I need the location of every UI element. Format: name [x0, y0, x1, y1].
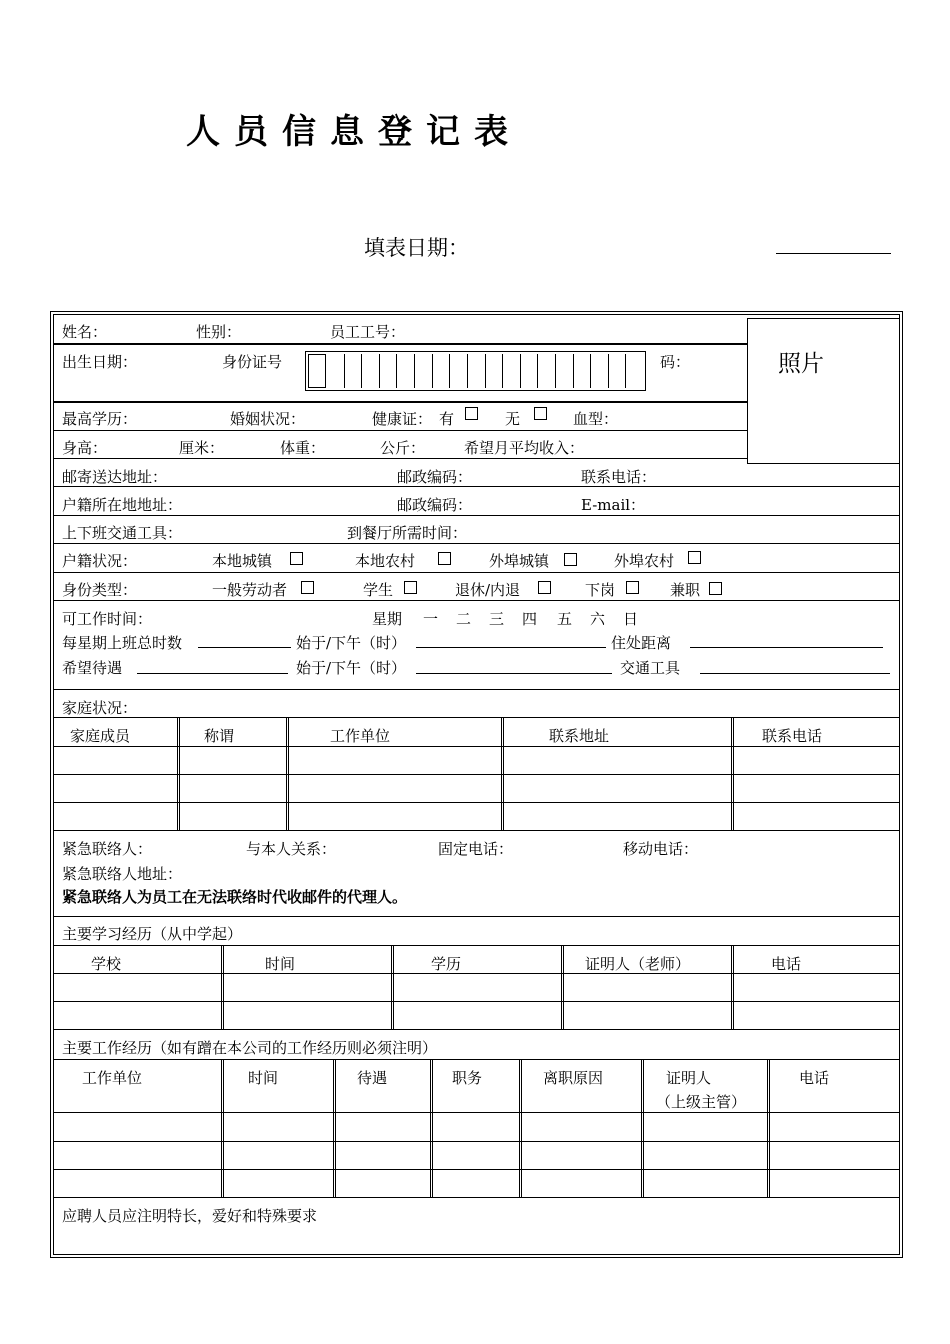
- household-address-label: 户籍所在地地址：: [62, 496, 183, 514]
- distance-field[interactable]: [690, 647, 883, 648]
- work-column-divider: [767, 1059, 768, 1197]
- study-column-divider: [393, 945, 394, 1029]
- id-number-input[interactable]: [305, 351, 646, 391]
- id-digit-divider: [573, 354, 574, 388]
- row-divider: [53, 1001, 900, 1002]
- work-column-divider: [223, 1059, 224, 1197]
- health-cert-label: 健康证：: [372, 410, 433, 428]
- family-header-phone: 联系电话: [762, 727, 823, 745]
- fill-date-label: 填表日期：: [364, 236, 469, 260]
- general-worker-label: 一般劳动者: [212, 581, 288, 599]
- study-column-divider: [221, 945, 222, 1029]
- work-column-divider: [643, 1059, 644, 1197]
- row-divider: [53, 774, 900, 775]
- identity-type-label: 身份类型：: [62, 581, 138, 599]
- study-column-divider: [561, 945, 562, 1029]
- start-time-field-2[interactable]: [416, 673, 612, 674]
- study-header-degree: 学历: [431, 955, 462, 973]
- part-time-checkbox[interactable]: [709, 582, 722, 595]
- laid-off-checkbox[interactable]: [626, 581, 639, 594]
- work-column-divider: [335, 1059, 336, 1197]
- laid-off-label: 下岗: [585, 581, 616, 599]
- day-tue[interactable]: 二: [456, 610, 472, 628]
- id-number-label: 身份证号: [222, 353, 283, 371]
- photo-label: 照片: [778, 351, 824, 377]
- row-divider: [53, 717, 900, 718]
- expected-salary-label: 希望月平均收入：: [464, 439, 585, 457]
- id-digit-divider: [555, 354, 556, 388]
- row-divider: [53, 746, 900, 747]
- contact-phone-label: 联系电话：: [581, 468, 657, 486]
- work-column-divider: [641, 1059, 642, 1197]
- health-cert-yes-checkbox[interactable]: [465, 407, 478, 420]
- family-header-address: 联系地址: [549, 727, 610, 745]
- family-column-divider: [286, 717, 287, 830]
- study-header-time: 时间: [265, 955, 296, 973]
- household-status-label: 户籍状况：: [62, 552, 138, 570]
- day-sat[interactable]: 六: [590, 610, 606, 628]
- transport-field[interactable]: [700, 673, 890, 674]
- family-header-employer: 工作单位: [330, 727, 391, 745]
- local-town-label: 本地城镇: [212, 552, 273, 570]
- page-title: 人员信息登记表: [186, 112, 522, 152]
- education-label: 最高学历：: [62, 410, 138, 428]
- row-divider: [53, 1169, 900, 1170]
- id-digit-divider: [361, 354, 362, 388]
- gender-label: 性别：: [196, 323, 242, 341]
- weekly-hours-field[interactable]: [198, 647, 291, 648]
- row-divider: [53, 1059, 900, 1060]
- special-requirements-label: 应聘人员应注明特长，爱好和特殊要求: [62, 1207, 318, 1225]
- week-label: 星期: [372, 610, 403, 628]
- mailing-address-label: 邮寄送达地址：: [62, 468, 168, 486]
- id-digit-divider: [502, 354, 503, 388]
- nonlocal-rural-label: 外埠农村: [614, 552, 675, 570]
- family-header-title: 称谓: [204, 727, 235, 745]
- work-history-label: 主要工作经历（如有蹭在本公司的工作经历则必须注明）: [62, 1039, 438, 1057]
- work-column-divider: [221, 1059, 222, 1197]
- row-divider: [53, 543, 900, 544]
- start-time-label: 始于/下午（时）: [296, 634, 407, 652]
- transport-label: 交通工具: [620, 659, 681, 677]
- id-digit-divider: [520, 354, 521, 388]
- row-divider: [53, 916, 900, 917]
- work-header-pay: 待遇: [357, 1069, 388, 1087]
- study-column-divider: [733, 945, 734, 1029]
- family-status-label: 家庭状况：: [62, 699, 138, 717]
- restaurant-time-label: 到餐厅所需时间：: [347, 524, 468, 542]
- row-divider: [53, 1197, 900, 1198]
- work-column-divider: [519, 1059, 520, 1197]
- row-divider: [53, 486, 900, 487]
- marriage-label: 婚姻状况：: [230, 410, 306, 428]
- mailing-postcode-label: 邮政编码：: [397, 468, 473, 486]
- household-postcode-label: 邮政编码：: [397, 496, 473, 514]
- name-label: 姓名：: [62, 323, 108, 341]
- emergency-relation-label: 与本人关系：: [246, 840, 337, 858]
- height-unit: 厘米：: [179, 439, 225, 457]
- work-column-divider: [333, 1059, 334, 1197]
- emergency-address-label: 紧急联络人地址：: [62, 865, 183, 883]
- student-checkbox[interactable]: [404, 581, 417, 594]
- health-cert-yes-label: 有: [439, 410, 455, 428]
- row-divider: [53, 1141, 900, 1142]
- work-header-reference: 证明人: [666, 1069, 712, 1087]
- family-column-divider: [179, 717, 180, 830]
- part-time-label: 兼职: [670, 581, 701, 599]
- id-digit-divider: [449, 354, 450, 388]
- start-time-field[interactable]: [416, 647, 606, 648]
- work-header-position: 职务: [452, 1069, 483, 1087]
- local-town-checkbox[interactable]: [290, 552, 303, 565]
- health-cert-no-checkbox[interactable]: [534, 407, 547, 420]
- day-fri[interactable]: 五: [557, 610, 573, 628]
- study-column-divider: [391, 945, 392, 1029]
- work-column-divider: [769, 1059, 770, 1197]
- photo-box[interactable]: [747, 318, 900, 464]
- retired-checkbox[interactable]: [538, 581, 551, 594]
- weight-unit: 公斤：: [380, 439, 426, 457]
- student-label: 学生: [363, 581, 394, 599]
- day-mon[interactable]: 一: [423, 610, 439, 628]
- weekly-hours-label: 每星期上班总时数: [62, 634, 183, 652]
- study-column-divider: [731, 945, 732, 1029]
- work-header-employer: 工作单位: [82, 1069, 143, 1087]
- id-digit-divider: [625, 354, 626, 388]
- expected-pay-label: 希望待遇: [62, 659, 123, 677]
- work-header-reason: 离职原因: [543, 1069, 604, 1087]
- fill-date-field[interactable]: [776, 253, 891, 254]
- day-thu[interactable]: 四: [522, 610, 538, 628]
- work-time-label: 可工作时间：: [62, 610, 153, 628]
- email-label: E-mail：: [581, 496, 646, 514]
- id-digit-divider: [414, 354, 415, 388]
- local-rural-label: 本地农村: [355, 552, 416, 570]
- family-column-divider: [503, 717, 504, 830]
- row-divider: [53, 1112, 900, 1113]
- study-history-label: 主要学习经历（从中学起）: [62, 925, 243, 943]
- id-digit-divider: [590, 354, 591, 388]
- day-sun[interactable]: 日: [623, 610, 639, 628]
- work-column-divider: [432, 1059, 433, 1197]
- family-column-divider: [177, 717, 178, 830]
- study-column-divider: [563, 945, 564, 1029]
- work-header-time: 时间: [248, 1069, 279, 1087]
- family-column-divider: [733, 717, 734, 830]
- nonlocal-town-label: 外埠城镇: [489, 552, 550, 570]
- study-header-school: 学校: [91, 955, 122, 973]
- id-digit-divider: [608, 354, 609, 388]
- id-digit-divider: [537, 354, 538, 388]
- day-wed[interactable]: 三: [489, 610, 505, 628]
- row-divider: [53, 515, 900, 516]
- id-number-suffix: 码：: [660, 353, 691, 371]
- study-column-divider: [223, 945, 224, 1029]
- id-digit-divider: [485, 354, 486, 388]
- work-column-divider: [521, 1059, 522, 1197]
- work-header-phone: 电话: [799, 1069, 830, 1087]
- retired-label: 退休/内退: [455, 581, 521, 599]
- blood-type-label: 血型：: [573, 410, 619, 428]
- id-digit-divider: [467, 354, 468, 388]
- study-header-phone: 电话: [771, 955, 802, 973]
- emergency-mobile-label: 移动电话：: [623, 840, 699, 858]
- id-digit-divider: [432, 354, 433, 388]
- family-column-divider: [288, 717, 289, 830]
- commute-label: 上下班交通工具：: [62, 524, 183, 542]
- local-rural-checkbox[interactable]: [438, 552, 451, 565]
- emergency-note: 紧急联络人为员工在无法联络时代收邮件的代理人。: [62, 888, 408, 906]
- row-divider: [53, 572, 900, 573]
- birth-date-label: 出生日期：: [62, 353, 138, 371]
- row-divider: [53, 600, 900, 601]
- emergency-contact-label: 紧急联络人：: [62, 840, 153, 858]
- height-label: 身高：: [62, 439, 108, 457]
- weight-label: 体重：: [280, 439, 326, 457]
- row-divider: [53, 830, 900, 831]
- emergency-landline-label: 固定电话：: [438, 840, 514, 858]
- id-digit-divider: [379, 354, 380, 388]
- id-digit-box: [308, 354, 326, 388]
- start-time-label-2: 始于/下午（时）: [296, 659, 407, 677]
- expected-pay-field[interactable]: [137, 673, 288, 674]
- family-column-divider: [501, 717, 502, 830]
- employee-id-label: 员工工号：: [330, 323, 406, 341]
- distance-label: 住处距离: [611, 634, 672, 652]
- row-divider: [53, 802, 900, 803]
- row-divider: [53, 1029, 900, 1030]
- row-divider: [53, 689, 900, 690]
- id-digit-divider: [344, 354, 345, 388]
- health-cert-no-label: 无: [505, 410, 521, 428]
- general-worker-checkbox[interactable]: [301, 581, 314, 594]
- family-column-divider: [731, 717, 732, 830]
- work-header-reference-sub: （上级主管）: [656, 1093, 747, 1111]
- study-header-reference: 证明人（老师）: [585, 955, 691, 973]
- row-divider: [53, 945, 900, 946]
- nonlocal-rural-checkbox[interactable]: [688, 551, 701, 564]
- family-header-member: 家庭成员: [70, 727, 131, 745]
- id-digit-divider: [396, 354, 397, 388]
- nonlocal-town-checkbox[interactable]: [564, 553, 577, 566]
- work-column-divider: [430, 1059, 431, 1197]
